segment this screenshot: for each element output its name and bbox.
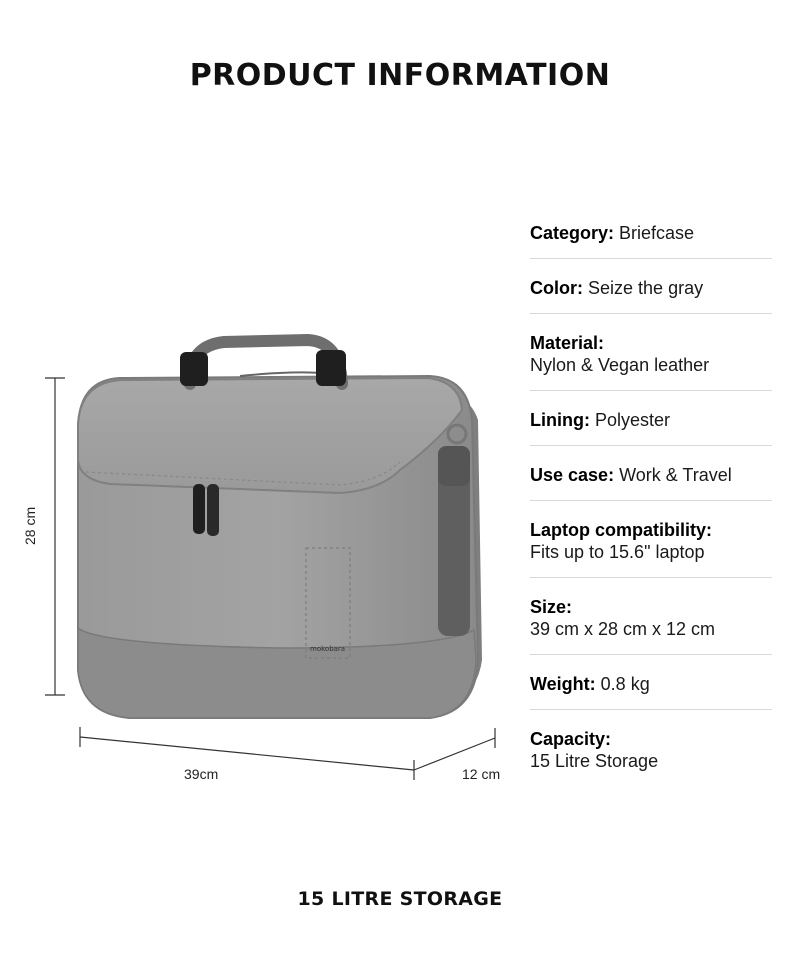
- height-dimension-line: [45, 378, 65, 695]
- spec-size: [530, 578, 772, 655]
- spec-value: Fits up to 15.6" laptop: [530, 542, 705, 562]
- depth-dimension-line: [414, 728, 495, 770]
- spec-key: Category:: [530, 223, 615, 243]
- spec-value: 0.8 kg: [600, 674, 650, 694]
- brand-logo: mokobara: [310, 645, 346, 653]
- spec-list: [530, 218, 772, 786]
- spec-key: Weight:: [530, 674, 596, 694]
- spec-value: 15 Litre Storage: [530, 751, 659, 771]
- spec-key: Use case:: [530, 465, 615, 485]
- spec-key: Lining:: [530, 410, 590, 430]
- depth-dimension-label: 12 cm: [462, 766, 501, 782]
- spec-key: Color:: [530, 278, 583, 298]
- spec-value: 39 cm x 28 cm x 12 cm: [530, 619, 716, 639]
- width-dimension-label: 39cm: [184, 766, 219, 782]
- spec-laptop-compatibility: [530, 501, 772, 578]
- spec-use-case: [530, 446, 772, 501]
- spec-value: Briefcase: [619, 223, 695, 243]
- spec-capacity: [530, 710, 772, 786]
- spec-lining: [530, 391, 772, 446]
- spec-key: Material:: [530, 333, 605, 353]
- strap-attachment: [438, 425, 470, 636]
- spec-value: Nylon & Vegan leather: [530, 355, 710, 375]
- spec-material: [530, 314, 772, 391]
- footer-caption: 15 LITRE STORAGE: [297, 888, 503, 910]
- spec-category: [530, 218, 772, 259]
- spec-key: Size:: [530, 597, 573, 617]
- page-title: PRODUCT INFORMATION: [189, 58, 611, 93]
- height-dimension-label: 28 cm: [22, 506, 38, 545]
- spec-weight: [530, 655, 772, 710]
- spec-value: Work & Travel: [619, 465, 732, 485]
- spec-color: [530, 259, 772, 314]
- spec-key: Capacity:: [530, 729, 612, 749]
- spec-value: Polyester: [595, 410, 671, 430]
- spec-value: Seize the gray: [588, 278, 704, 298]
- spec-key: Laptop compatibility:: [530, 520, 712, 540]
- width-dimension-line: [80, 727, 414, 780]
